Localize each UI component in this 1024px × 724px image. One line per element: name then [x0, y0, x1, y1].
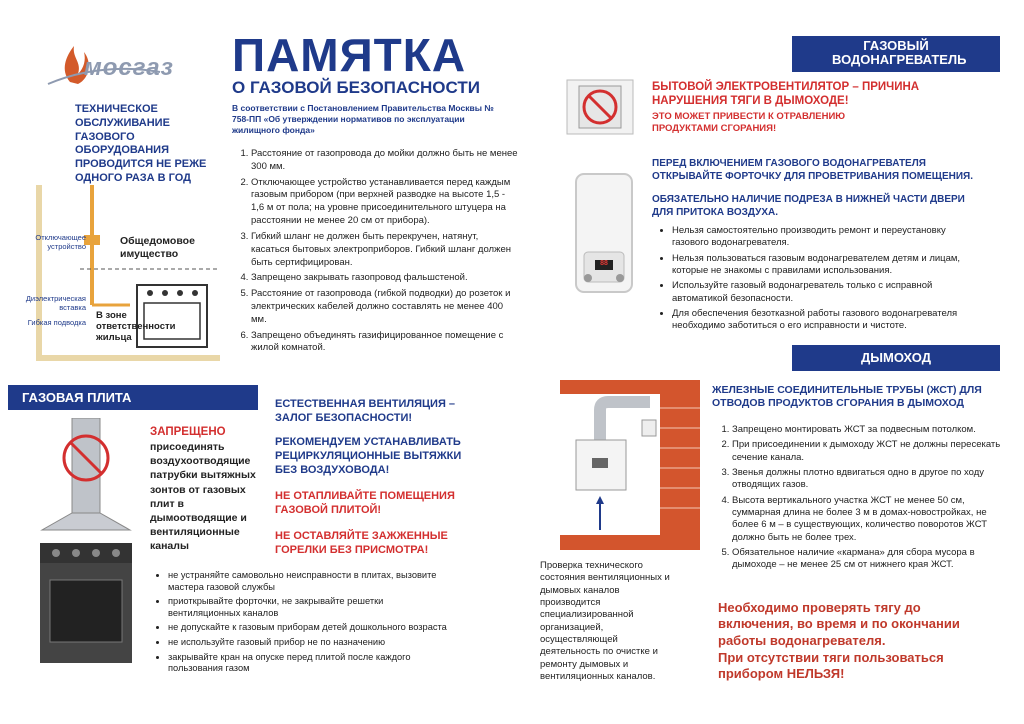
maintenance-note: ТЕХНИЧЕСКОЕ ОБСЛУЖИВАНИЕ ГАЗОВОГО ОБОРУДОВАНИЯ ПРОВОДИТСЯ НЕ РЕЖЕ ОДНОГО РАЗА В ГОД	[75, 103, 207, 184]
label-common-property: Общедомовое имущество	[120, 235, 195, 260]
stove-rule-item: • приоткрывайте форточки, не закрывайте решетки вентиляционных каналов	[168, 596, 450, 619]
fan-poison-warning: ЭТО МОЖЕТ ПРИВЕСТИ К ОТРАВЛЕНИЮ ПРОДУКТАМИ СГОРАНИЯ!	[652, 111, 846, 134]
pipe-rule-item: 1. Запрещено монтировать ЖСТ за подвесным потолком.	[732, 424, 1004, 436]
stove-rule-item: • не устраняйте самовольно неисправности в плитах, вызовите мастера газовой службы	[168, 570, 450, 593]
recirculation-notice: РЕКОМЕНДУЕМ УСТАНАВЛИВАТЬ РЕЦИРКУЛЯЦИОННЫЕ ВЫТЯЖКИ БЕЗ ВОЗДУХОВОДА!	[275, 436, 462, 476]
forbidden-title: ЗАПРЕЩЕНО	[150, 426, 226, 438]
stove-rule-item: • закрывайте кран на опуске перед плитой после каждого пользования газом	[168, 652, 450, 675]
heater-display: 88	[600, 260, 608, 267]
mosgaz-logo	[40, 32, 220, 92]
burners-warning: НЕ ОСТАВЛЯЙТЕ ЗАЖЖЕННЫЕ ГОРЕЛКИ БЕЗ ПРИСМОТРА!	[275, 530, 448, 556]
draft-check-note: Необходимо проверять тягу до включения, во время и по окончании работы водонагревателя.	[718, 600, 960, 648]
inspection-note: Проверка технического состояния вентиляционных и дымовых каналов производится специализированной организацией, осуществляющей деятельность по очистке и ремонту дымовых и вентиляционных каналов.	[540, 560, 670, 683]
stove-rules	[150, 570, 450, 678]
rule-item: 1. Расстояние от газопровода до мойки должно быть не менее 300 мм.	[251, 148, 518, 174]
pipe-rule-item: 5. Обязательное наличие «кармана» для сбора мусора в дымоходе – не менее 25 см от нижнего края ЖСТ.	[732, 547, 1004, 572]
rule-item: 2. Отключающее устройство устанавливается перед каждым газовым прибором (при верхней разводке на высоте 1,5 - 1,6 м от пола; на уровне присоединительного штуцера на расстоянии не менее 20 см от прибора).	[251, 177, 518, 228]
door-notice: ОБЯЗАТЕЛЬНО НАЛИЧИЕ ПОДРЕЗА В НИЖНЕЙ ЧАСТИ ДВЕРИ ДЛЯ ПРИТОКА ВОЗДУХА.	[652, 194, 965, 218]
no-draft-emphasis: НЕЛЬЗЯ!	[786, 666, 845, 682]
stove-rule-item: • не используйте газовый прибор не по назначению	[168, 637, 450, 649]
pipe-rule-item: 4. Высота вертикального участка ЖСТ не менее 50 см, суммарная длина не более 3 м в домах-новостройках, не более 6 м – в существующих, количество поворотов ЖСТ должно быть не более трех.	[732, 495, 1004, 544]
pipes-title: ЖЕЛЕЗНЫЕ СОЕДИНИТЕЛЬНЫЕ ТРУБЫ (ЖСТ) ДЛЯ ОТВОДОВ ПРОДУКТОВ СГОРАНИЯ В ДЫМОХОД	[712, 384, 982, 410]
fan-prohibited-image	[565, 78, 635, 136]
window-notice: ПЕРЕД ВКЛЮЧЕНИЕМ ГАЗОВОГО ВОДОНАГРЕВАТЕЛЯ ОТКРЫВАЙТЕ ФОРТОЧКУ ДЛЯ ПРОВЕТРИВАНИЯ ПОМЕЩЕНИЯ.	[652, 158, 973, 182]
page-title: ПАМЯТКА	[232, 29, 467, 81]
label-hose: Гибкая подводка	[27, 318, 86, 327]
ventilation-notice: ЕСТЕСТВЕННАЯ ВЕНТИЛЯЦИЯ – ЗАЛОГ БЕЗОПАСНОСТИ!	[275, 398, 456, 424]
stove-image	[36, 418, 136, 668]
heating-warning: НЕ ОТАПЛИВАЙТЕ ПОМЕЩЕНИЯ ГАЗОВОЙ ПЛИТОЙ!	[275, 490, 455, 516]
pipe-rule-item: 2. При присоединении к дымоходу ЖСТ не должны пересекать сечение канала.	[732, 439, 1004, 464]
pipe-rules	[714, 424, 1004, 575]
label-apartment-zone: В зоне ответственности жильца	[96, 310, 176, 343]
label-shutoff: Отключающее устройство	[35, 233, 86, 251]
rule-item: 6. Запрещено объединять газифицированное помещение с жилой комнатой.	[251, 330, 518, 356]
installation-rules	[233, 148, 518, 358]
page-subtitle: О ГАЗОВОЙ БЕЗОПАСНОСТИ	[232, 78, 480, 97]
chimney-diagram	[560, 380, 700, 550]
heater-rule-item: • Используйте газовый водонагреватель только с исправной автоматикой безопасности.	[672, 280, 984, 305]
heater-rule-item: • Нельзя самостоятельно производить ремонт и переустановку газового водонагревателя.	[672, 225, 984, 250]
legal-basis: В соответствии с Постановлением Правительства Москвы № 758-ПП «Об утверждении нормативов по эксплуатации жилищного фонда»	[232, 103, 494, 136]
chimney-badge: ДЫМОХОД	[792, 345, 1000, 371]
rule-item: 3. Гибкий шланг не должен быть перекручен, натянут, касаться бытовых электроприборов. Гибкий шланг должен быть сертифицирован.	[251, 231, 518, 269]
no-draft-text: При отсутствии тяги пользоваться прибором	[718, 650, 944, 682]
chimney-icon	[560, 380, 700, 550]
prohibited-fan-icon	[565, 78, 635, 136]
stove-badge: ГАЗОВАЯ ПЛИТА	[8, 385, 258, 410]
fan-warning: БЫТОВОЙ ЭЛЕКТРОВЕНТИЛЯТОР – ПРИЧИНА НАРУШЕНИЯ ТЯГИ В ДЫМОХОДЕ!	[652, 81, 920, 108]
gas-pipe-diagram	[20, 185, 220, 370]
heater-rules	[654, 225, 984, 336]
stove-hood-icon	[36, 418, 136, 668]
no-draft-warning	[718, 650, 988, 683]
heater-rule-item: • Для обеспечения безотказной работы газового водонагревателя необходимо заботиться о его исправности и чистоте.	[672, 308, 984, 333]
forbidden-text: присоединять воздухоотводящие патрубки вытяжных зонтов от газовых плит в дымоотводящие и вентиляционные каналы	[150, 441, 256, 553]
logo-text: мосгаз	[84, 54, 174, 81]
heater-rule-item: • Нельзя пользоваться газовым водонагревателем детям и лицам, которые не знакомы с правилами использования.	[672, 253, 984, 278]
rule-item: 5. Расстояние от газопровода (гибкой подводки) до розеток и электрических кабелей должно составлять не менее 400 мм.	[251, 288, 518, 326]
heater-badge: ГАЗОВЫЙ ВОДОНАГРЕВАТЕЛЬ	[792, 36, 1000, 72]
stove-rule-item: • не допускайте к газовым приборам детей дошкольного возраста	[168, 622, 450, 634]
water-heater-image	[566, 168, 641, 298]
rule-item: 4. Запрещено закрывать газопровод фальшстеной.	[251, 272, 518, 285]
pipe-rule-item: 3. Звенья должны плотно вдвигаться одно в другое по ходу отводящих газов.	[732, 467, 1004, 492]
label-dielectric: Диэлектрическая вставка	[25, 294, 86, 312]
water-heater-icon	[566, 168, 641, 298]
